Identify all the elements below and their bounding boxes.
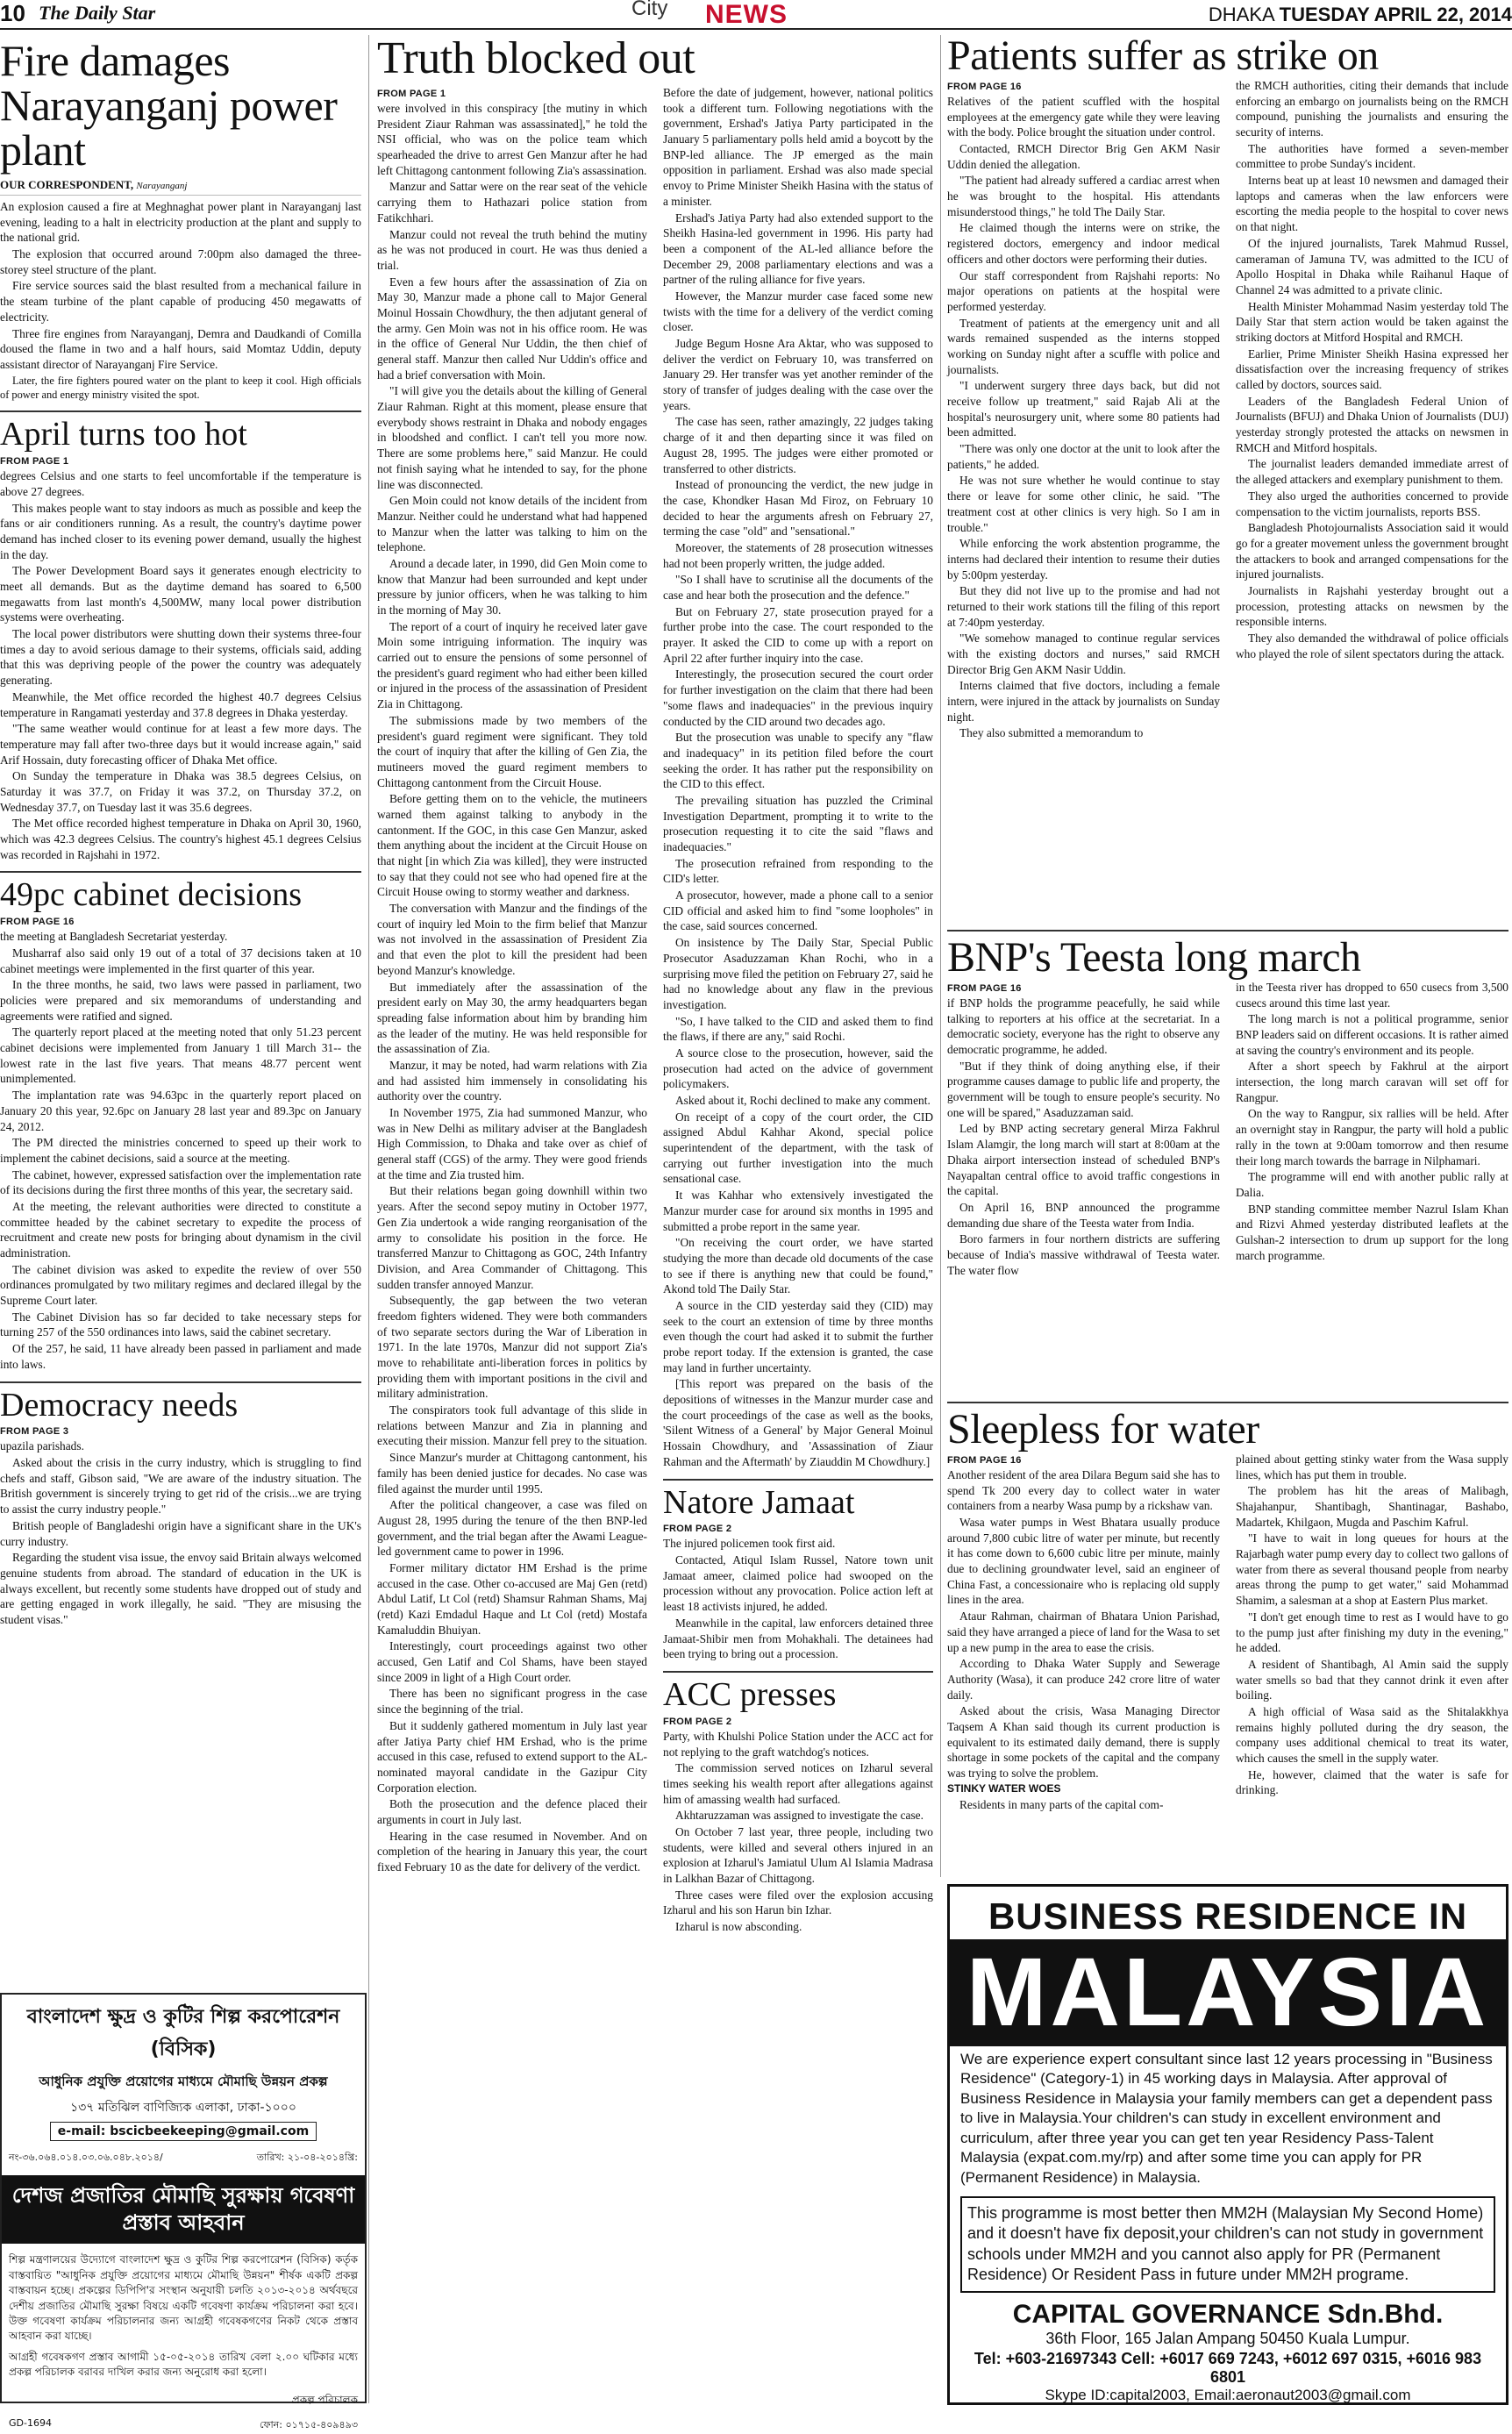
article-headline: Natore Jamaat [663,1483,855,1521]
paragraph: Manzur, it may be noted, had warm relations with Zia and had assisted him immensely in consolidating his authority over the country. [377,1058,647,1103]
paragraph: Asked about the crisis, Wasa Managing Director Taqsem A Khan said though its current production is equivalent to its estimated daily demand, there is supply shortage in some pockets of the capital and the company was trying to solve the problem. [947,1704,1220,1781]
paragraph: This makes people want to stay indoors as much as possible and keep the fans or air conditioners running. As a result, the country's daytime power demand has inched closer to its evening power demand, usually the highest in the day. [0,501,361,561]
paragraph: While enforcing the work abstention programme, the interns had declared their intention to resume their duties by 5:00pm yesterday. [947,537,1220,582]
paragraph: Of the injured journalists, Tarek Mahmud Russel, cameraman of Jamuna TV, was admitted to the ICU of Apollo Hospital in Dhaka while Raihanul Haque of Channel 24 was admitted to a private clinic. [1236,236,1508,296]
paragraph: A resident of Shantibagh, Al Amin said the supply water smells so bad that they cannot drink it even after boiling. [1236,1657,1508,1702]
paragraph: "On receiving the court order, we have started studying the more than decade old documents of the case to see if there is anything new that could be found," Akond told The Daily Star. [663,1236,933,1296]
article-fire [0,36,361,402]
paragraph: Fire service sources said the blast resulted from a mechanical failure in the steam turbine of the plant capable of producing 450 megawatts of electricity. [0,279,361,324]
masthead [0,0,1512,30]
paragraph: The conversation with Manzur and the findings of the court of inquiry led Moin to the firm belief that Manzur was not involved in the assassination of President Zia and that even the plot to kill the president had been beyond Manzur's knowledge. [377,902,647,977]
truth-column-2 [663,85,933,1936]
paragraph: in the Teesta river has dropped to 650 cusecs from 3,500 cusecs around this time last year. [1236,980,1508,1010]
from-page-label: FROM PAGE 16 [947,982,1022,994]
paragraph: Hearing in the case resumed in November. And on completion of the hearing in January this year, the court fixed February 10 as the date for delivery of the verdict. [377,1829,647,1874]
paragraph: The local power distributors were shutting down their systems three-four times a day to avoid serious damage to their systems, officials said, adding that this was depriving people of the power the country was adequately generating. [0,627,361,688]
sleepless-column-1 [947,1452,1220,1813]
paragraph: Another resident of the area Dilara Begum said she has to spend Tk 200 every day to collect water in water containers from a nearby Wasa pump by a rickshaw van. [947,1467,1220,1513]
news-label: NEWS [705,0,788,29]
paragraph: The prevailing situation has puzzled the Criminal Investigation Department, prompting it to write to the prosecution requesting it to cite the said "flaws and inadequacies." [663,793,933,854]
paragraph: Contacted, Atiqul Islam Russel, Natore town unit Jamaat ameer, claimed police had swooped on the procession without any provocation. Police action left at least 18 activists injured, he added. [663,1553,933,1614]
ad-title-line2: MALAYSIA [950,1939,1506,2046]
paragraph: Manzur and Sattar were on the rear seat of the vehicle carrying them to Hathazari police station from Fatikchhari. [377,180,647,225]
paragraph: "The same weather would continue for at least a few more days. The temperature may fall after two-three days but it would increase again," said Arif Hossain, duty forecasting officer of Dhaka Met office. [0,722,361,767]
page-number: 10 [0,0,25,26]
paragraph: Boro farmers in four northern districts are suffering because of India's massive withdrawal of Teesta water. The water flow [947,1232,1220,1277]
paragraph: Led by BNP acting secretary general Mirza Fakhrul Islam Alamgir, the long march will start at 8:00am at the Dhaka airport intersection instead of scheduled BNP's Nayapaltan central office to avoid traffic congestions in the capital. [947,1122,1220,1198]
paragraph: Interns beat up at least 10 newsmen and damaged their laptops and cameras when the law enforcers were escorting the media people to the hospital to cover news on that night. [1236,174,1508,234]
bscic-ad [0,1993,367,2430]
ad-footer [9,2417,358,2434]
paragraph: "We somehow managed to continue regular services with the existing doctors and nurses," said RMCH Director Brig Gen AKM Nasir Uddin. [947,632,1220,676]
paragraph: Health Minister Mohammad Nasim yesterday told The Daily Star that stern action would be taken against the striking doctors at Mitford Hospital and RMCH. [1236,299,1508,344]
ad-address: 36th Floor, 165 Jalan Ampang 50450 Kuala Lumpur. [1045,2329,1410,2347]
ad-email: e-mail: bscicbeekeeping@gmail.com [50,2122,317,2141]
ad-org: বাংলাদেশ ক্ষুদ্র ও কুটির শিল্প করপোরেশন (বিসিক) [26,2006,340,2060]
paragraph: Journalists in Rajshahi yesterday brought out a procession, protesting attacks on newsmen by the responsible interns. [1236,583,1508,629]
paragraph: The explosion that occurred around 7:00pm also damaged the three-storey steel structure of the plant. [0,247,361,276]
sleepless-column-2 [1236,1452,1508,1813]
paragraph: [This report was prepared on the basis of the depositions of witnesses in the Manzur murder case and the court proceedings of the case as well as the books, 'Silent Witness of a General' by Major General Moinul Hossain Chowdhury, and 'Assassination of Ziaur Rahman and the Aftermath' by Ziauddin M Chowdhury.] [663,1377,933,1468]
paragraph: The commission served notices on Izharul several times seeking his wealth report after allegations against him of amassing wealth had surfaced. [663,1761,933,1806]
paragraph: Later, the fire fighters poured water on the plant to keep it cool. High officials of power and energy ministry visited the spot. [0,374,361,401]
date-text: TUESDAY APRIL 22, 2014 [1279,4,1512,25]
bnp-column-2 [1236,980,1508,1279]
byline-place: Narayanganj [136,181,188,191]
ad-project: আধুনিক প্রযুক্তি প্রয়োগের মাধ্যমে মৌমাছি উন্নয়ন প্রকল্প [39,2074,328,2089]
article-headline: Patients suffer as strike on [947,32,1379,79]
paragraph: The submissions made by two members of the president's guard regiment were significant. They told the court of inquiry that after the killing of Gen Zia, the mutineers moved the guard regiment members to Chittagong cantonment from the Circuit House. [377,713,647,789]
ad-body-1: We are experience expert consultant since last 12 years processing in "Business Residence" (Category-1) in 45 working days in Malaysia. After approval of Business Residence in Malaysia your family members can get a dependent pass to live in Malaysia.Your children's can study in excellent environment and curriculum, after three year you can get ten year Residency Pass-Talent Malaysia (expat.com.my/rp) and after some time you can apply for PR (Permanent Residence) in Malaysia. [960,2051,1493,2186]
ad-headline: দেশজ প্রজাতির মৌমাছি সুরক্ষায় গবেষণা প্রস্তাব আহবান [2,2175,365,2244]
paragraph: According to Dhaka Water Supply and Sewerage Authority (Wasa), it can produce 242 crore litre of water daily. [947,1657,1220,1702]
ad-signature: প্রকল্প পরিচালক [291,2393,358,2406]
paragraph: Wasa water pumps in West Bhatara usually produce around 7,800 cubic litre of water per minute, but recently it has come down to 6,600 cubic litre per minute, mainly due to declining groundwater level, said an engineer of China Fast, a concessionaire who is replacing old supply lines in the area. [947,1516,1220,1607]
article-headline: Sleepless for water [947,1406,1259,1453]
article-headline: Democracy needs [0,1386,239,1424]
paragraph: But on February 27, state prosecution prayed for a further probe into the case. The court responded to the prayer. It asked the CID to come up with a report on April 22 after further inquiry into the case. [663,604,933,665]
paragraph: The long march is not a political programme, senior BNP leaders said on different occasions. It is rather aimed at saving the country's environment and its people. [1236,1012,1508,1057]
ad-title-line1: BUSINESS RESIDENCE IN [988,1895,1468,1937]
paragraph: "I will give you the details about the killing of General Ziaur Rahman. Right at this moment, please ensure that everybody shows restraint in Dhaka and nobody engages in bloodshed and conflict. I can't tell you more now. There are some problems here," said Manzur. He could not finish saying what he intended to say, for the phone line was disconnected. [377,384,647,491]
patients-column-1 [947,78,1220,742]
ad-phone: ফোন: ০১৭১৫-৪০৯৪৯৩ [259,2418,358,2430]
paragraph: But the prosecution was unable to specify any "flaw and inadequacy" in its petition filed before the court seeking the order. It has rather put the responsibility on the CID to this effect. [663,731,933,791]
paragraph: On the way to Rangpur, six rallies will be held. After an overnight stay in Rangpur, the party will hold a public rally in the town at 9:00am tomorrow and then resume their long march towards the barrage in Nilphamari. [1236,1107,1508,1167]
paragraph: Residents in many parts of the capital com- [959,1797,1164,1811]
paragraph: "So I shall have to scrutinise all the documents of the case and hear both the prosecution and the defence." [663,573,933,603]
paragraph: "I don't get enough time to rest as I would have to go to the pump just after finishing my duty in the evening," he added. [1236,1610,1508,1655]
paragraph: Subsequently, the gap between the two veteran freedom fighters widened. They were both commanders of two separate sectors during the War of Liberation in 1971. In the late 1970s, Manzur did not support Zia's move to rehabilitate anti-liberation forces in politics by providing them with important positions in the civil and military administration. [377,1294,647,1401]
paragraph: "But if they think of doing anything else, if their programme causes damage to public life and property, the government will be tough to ensure people's security. No one will be spared," Asaduzzaman said. [947,1059,1220,1119]
article-patients [947,32,1508,921]
paragraph: The Cabinet Division has so far decided to take necessary steps for turning 257 of the 550 ordinances into laws, said the cabinet secretary. [0,1310,361,1339]
paragraph: Three cases were filed over the explosion accusing Izharul and his son Harun bin Izhar. [663,1888,933,1917]
paragraph: BNP standing committee member Nazrul Islam Khan and Rizvi Ahmed yesterday distributed leaflets at the Gulshan-2 intersection to drum up support for the long march programme. [1236,1202,1508,1262]
paragraph: "There was only one doctor at the unit to look after the patients," he added. [947,442,1220,471]
article-acc [663,1675,933,1935]
paragraph: Asked about the crisis in the curry industry, which is struggling to find chefs and staff, Gibson said, "We are aware of the industry situation. The British government is sincerely trying to get rid of the crisis...we are trying to assist the curry industry people." [0,1456,361,1517]
paragraph: Akhtaruzzaman was assigned to investigate the case. [675,1809,924,1823]
paragraph: The conspirators took full advantage of this slide in relations between Manzur and Zia in planning and executing their mission. Manzur fell prey to the situation. [377,1403,647,1448]
paragraph: Three fire engines from Narayanganj, Demra and Daudkandi of Comilla doused the flame in two and a half hours, said Momtaz Uddin, deputy assistant director of Narayanganj Fire Service. [0,326,361,371]
paragraph: The PM directed the ministries concerned to speed up their work to implement the cabinet decisions, said a source at the meeting. [0,1136,361,1165]
paragraph: On receipt of a copy of the court order, the CID assigned Abdul Kahhar Akond, special police superintendent of the department, with the task of carrying out further investigation into the much sensational case. [663,1110,933,1186]
article-headline: BNP's Teesta long march [947,934,1361,981]
article-headline: 49pc cabinet decisions [0,876,303,914]
ad-company: CAPITAL GOVERNANCE Sdn.Bhd. [1012,2299,1444,2329]
paragraph: In the three months, he said, two laws were passed in parliament, two policies were prepared and six memorandums of understanding and agreements were ratified and signed. [0,978,361,1023]
paragraph: The problem has hit the areas of Malibagh, Shajahanpur, Shantibagh, Shantinagar, Bashabo, Madartek, Khilgaon, Mugda and Paschim Kafrul. [1236,1484,1508,1529]
article-democracy [0,1388,361,1628]
paragraph: The prosecution refrained from responding to the CID's letter. [663,856,933,886]
paragraph: Meanwhile in the capital, law enforcers detained three Jamaat-Shibir men from Mohakhali. The detainees had been trying to bring out a procession. [663,1616,933,1661]
paragraph: A source close to the prosecution, however, said the prosecution had acted on the advice of government policymakers. [663,1046,933,1091]
paragraph: Even a few hours after the assassination of Zia on May 30, Manzur made a phone call to Major General Moinul Hossain Chowdhury, the then adjutant general of the army. Gen Moin was not in his office room. He was in the office of General Nur Uddin, the then chief of general staff. Manzur then called Nur Uddin's office and had a brief conversation with Moin. [377,275,647,382]
paragraph: The journalist leaders demanded immediate arrest of the alleged attackers and exemplary punishment to them. [1236,457,1508,487]
article-headline: ACC presses [663,1675,837,1713]
from-page-label: FROM PAGE 2 [663,1524,732,1535]
paragraph: Before getting them on to the vehicle, the mutineers warned them against talking to anybody in the cantonment. If the GOC, in this case Gen Manzur, asked them anything about the incident at the Circuit House on that night [in which Zia was killed], they were instructed to say that they could not see who had opened fire at the Circuit House owing to stormy weather and darkness. [377,792,647,899]
paragraph: The injured policemen took first aid. [663,1537,836,1551]
paragraph: Before the date of judgement, however, national politics took a different turn. Following negotiations with the government, Ershad's Jatiya Party participated in the January 5 parliamentary polls held amid a boycott by the BNP-led alliance. The JP emerged as the main opposition in parliament. Ershad was also made special envoy to Prime Minister Sheikh Hasina with the status of a minister. [663,86,933,208]
paragraph: Around a decade later, in 1990, did Gen Moin come to know that Manzur had been surrounded and kept under pressure by junior officers, when he was talking to him in the morning of May 30. [377,556,647,617]
paragraph: They also demanded the withdrawal of police officials who played the role of silent spectators during the attack. [1236,632,1508,660]
paragraph: Bangladesh Photojournalists Association said it would go for a greater movement unless the government brought the attackers to book and arranged compensations for the injured journalists. [1236,521,1508,582]
paragraph: The Power Development Board says it generates enough electricity to meet all demands. But as the daytime demand has soared to 6,500 megawatts from last month's 4,500MW, many local power distribution systems were overheating. [0,564,361,625]
patients-column-2 [1236,78,1508,742]
paragraph: On Sunday the temperature in Dhaka was 38.5 degrees Celsius, on Saturday it was 37.7, on Friday it was 37.2, on Thursday 37.2, on Wednesday 37.7, on Tuesday last it was 35.6 degrees. [0,769,361,814]
from-page-label: FROM PAGE 16 [947,81,1022,92]
paragraph: Manzur could not reveal the truth behind the mutiny as he was not produced in court. He was thus denied a trial. [377,227,647,272]
paragraph: Of the 257, he said, 11 have already been passed in parliament and made into laws. [0,1342,361,1371]
paragraph: "I have to wait in long queues for hours at the Rajarbagh water pump every day to collect two gallons of water from there as several thousand people from nearby areas throng the pump to get water," said Mohammad Shamim, a salesman at a shop at Eastern Plus market. [1236,1531,1508,1608]
paragraph: After the political changeover, a case was filed on August 28, 1995 during the tenure of the then BNP-led government, and the trial began after the Awami League-led government came to power in 1996. [377,1498,647,1559]
article-bnp [947,934,1508,1393]
paragraph: The cabinet division was asked to expedite the review of over 550 ordinances promulgated by two military regimes and declared illegal by the Supreme Court later. [0,1262,361,1308]
ad-address: ১৩৭ মতিঝিল বাণিজ্যিক এলাকা, ঢাকা-১০০০ [70,2101,296,2115]
article-cabinet [0,878,361,1372]
paragraph: were involved in this conspiracy [the mutiny in which President Ziaur Rahman was assassinated]," he told the NSI official, who was on the police team which spearheaded the drive to arrest Gen Manzur after he had left Chittagong cantonment following Zia's assassination. [377,102,647,177]
paragraph: On insistence by The Daily Star, Special Public Prosecutor Asaduzzaman Khan Rochi, who in a surprising move filed the petition on February 27, said he had no knowledge about any flaw in the previous investigation. [663,936,933,1011]
paragraph: Ershad's Jatiya Party had also extended support to the Sheikh Hasina-led government in 1996. His party had been a component of the AL-led alliance before the December 29, 2008 parliamentary elections and was a partner of the ruling alliance for five years. [663,211,933,287]
paragraph: There has been no significant progress in the case since the beginning of the trial. [377,1687,647,1717]
ad-date: তারিখ: ২১-০৪-২০১৪খ্রি: [256,2152,358,2163]
from-page-label: FROM PAGE 3 [0,1426,69,1438]
paragraph: upazila parishads. [0,1439,84,1453]
ad-code: GD-1694 [9,2416,52,2429]
paragraph: An explosion caused a fire at Meghnaghat power plant in Narayanganj last evening, leading to a halt in electricity production at the plant and supply to the national grid. [0,200,361,245]
paragraph: The cabinet, however, expressed satisfaction over the implementation rate of its decisions during the first three months of this year, the secretary said. [0,1167,361,1197]
paragraph: Judge Begum Hosne Ara Aktar, who was supposed to deliver the verdict on February 10, was transferred on January 29. Her transfer was yet another reminder of the story of transfer of judges dealing with the case over the years. [663,337,933,412]
from-page-label: FROM PAGE 16 [947,1454,1022,1466]
paragraph: Gen Moin could not know details of the incident from Manzur. Neither could he understand what had happened to Manzur when the latter was talking to him on the telephone. [377,494,647,554]
paragraph: He, however, claimed that the water is safe for drinking. [1236,1767,1508,1797]
ad-phone: Tel: +603-21697343 Cell: +6017 669 7243, +6012 697 0315, +6016 983 6801 [974,2349,1482,2386]
ad-contact: Skype ID:capital2003, Email:aeronaut2003@gmail.com [1045,2386,1411,2403]
paragraph: On April 16, BNP announced the programme demanding due share of the Teesta water from India. [947,1200,1220,1230]
article-headline: Truth blocked out [377,33,695,83]
paragraph: Leaders of the Bangladesh Federal Union of Journalists (BFUJ) and Dhaka Union of Journalists (DUJ) yesterday strongly protested the attacks on newsmen in RMCH and Mitford hospitals. [1236,394,1508,454]
divider [0,410,361,412]
paragraph: A source in the CID yesterday said they (CID) may seek to the court an extension of time by three months even though the court had asked it to submit the further probe report today. If the extension is granted, the case may land in further uncertainty. [663,1298,933,1374]
paragraph: Regarding the student visa issue, the envoy said Britain always welcomed genuine students from abroad. The standard of education in the UK is always excellent, but recently some students have dropped out of study and are getting engaged in work illegally, he said. "They are misusing the student visas." [0,1551,361,1626]
paragraph: Meanwhile, the Met office recorded the highest 40.7 degrees Celsius temperature in Rangamati yesterday and 37.8 degrees in Dhaka yesterday. [0,689,361,719]
paragraph: In November 1975, Zia had summoned Manzur, who was in New Delhi as military adviser at the Bangladesh High Commission, to Dhaka and take over as chief of general staff (CGS) of the army. They were good friends at the time and Zia trusted him. [377,1106,647,1181]
paragraph: The implantation rate was 94.63pc in the quarterly report placed on January 20 this year, 92.6pc on January 28 last year and 89.3pc on January 24, 2012. [0,1089,361,1133]
left-column [0,36,361,1986]
paragraph: Interestingly, court proceedings against two other accused, Gen Latif and Col Shams, have been stayed since 2009 in light of a High Court order. [377,1639,647,1684]
from-page-label: FROM PAGE 16 [0,917,75,928]
paragraph: Asked about it, Rochi declined to make any comment. [675,1094,931,1108]
paragraph: plained about getting stinky water from the Wasa supply lines, which has put them in trouble. [1236,1452,1508,1481]
paragraph: The authorities have formed a seven-member committee to probe Sunday's incident. [1236,141,1508,171]
paragraph: He claimed though the interns were on strike, the registered doctors, emergency and indoor medical officers and other doctors were performing their duties. [947,221,1220,266]
paragraph: He was not sure whether he would continue to stay there or leave for some other clinic, he said. "The treatment cost at other clinics is very high. So I am in trouble." [947,474,1220,534]
article-natore [663,1483,933,1662]
bnp-column-1 [947,980,1220,1279]
paragraph: Izharul is now absconding. [675,1920,802,1934]
paragraph: Our staff correspondent from Rajshahi reports: No major operations on patients at the hospital were performed yesterday. [947,268,1220,313]
paragraph: They also submitted a memorandum to [959,726,1144,740]
paragraph: British people of Bangladeshi origin have a significant share in the UK's curry industry. [0,1518,361,1548]
ad-body-2: This programme is most better then MM2H (Malaysian My Second Home) and it doesn't have fix deposit,your children's can not study in government schools under MM2H and you cannot also apply for PR (Permanent Residence) Or Resident Pass in future under MM2H programe. [960,2196,1495,2293]
divider [663,1671,933,1673]
article-truth [377,35,933,2403]
newspaper-name: The Daily Star [39,2,156,24]
paragraph: Moreover, the statements of 28 prosecution witnesses had not been properly written, the judge added. [663,540,933,570]
paragraph: degrees Celsius and one starts to feel uncomfortable if the temperature is above 27 degrees. [0,469,361,498]
paragraph: But their relations began going downhill within two years. After the second sepoy mutiny in October 1977, Gen Zia undertook a wide ranging reorganisation of the army to consolidate his position in the force. He transferred Manzur to Chittagong as GOC, 24th Infantry Division, and Area Commander of Chittagong. This sudden transfer annoyed Manzur. [377,1184,647,1291]
divider [0,871,361,873]
section-label: City [631,0,668,20]
article-headline: Fire damages Narayanganj power plant [0,36,338,175]
subhead: STINKY WATER WOES [947,1781,1061,1795]
dateline [1209,4,1512,26]
paragraph: if BNP holds the programme peacefully, he said while talking to reporters at his office at the secretariat. In a democratic society, everyone has the right to observe any democratic programme, he added. [947,996,1220,1057]
paragraph: Earlier, Prime Minister Sheikh Hasina expressed her dissatisfaction over the increasing frequency of strikes called by doctors, sources said. [1236,346,1508,392]
paragraph: On October 7 last year, three people, including two students, were killed and several others injured in an explosion at Izharul's Jamiatul Ulum Al Islamia Madrasa in Lalkhan Bazar of Chittagong. [663,1824,933,1885]
paragraph: the meeting at Bangladesh Secretariat yesterday. [0,930,228,944]
article-april [0,418,361,862]
date-city: DHAKA [1208,4,1274,25]
truth-column-1 [377,85,647,1936]
paragraph: Interns claimed that five doctors, including a female intern, were injured in the attack by journalists on Sunday night. [947,679,1220,724]
column-rule [940,35,941,1877]
paragraph: The programme will end with another public rally at Dalia. [1236,1170,1508,1199]
paragraph: "The patient had already suffered a cardiac arrest when he was brought to the hospital. His attendants misunderstood things," he told The Daily Star. [947,174,1220,218]
ad-ref-row [9,2150,358,2166]
paragraph: the RMCH authorities, citing their demands that include enforcing an embargo on journalists being on the RMCH compound, punishing the journalists and ensuring the security of interns. [1236,78,1508,139]
paragraph: But they did not live up to the promise and had not returned to their work stations till the filing of this report at 7:40pm yesterday. [947,584,1220,629]
paragraph: They also urged the authorities concerned to provide compensation to the victim journalists, reports BSS. [1236,489,1508,518]
paragraph: Since Manzur's murder at Chittagong cantonment, his family has been denied justice for decades. No case was filed against the murder until 1995. [377,1451,647,1495]
paragraph: The case has seen, rather amazingly, 22 judges taking charge of it and then departing since it was filed on August 28, 1995. The judges were either promoted or transferred to other districts. [663,415,933,475]
paragraph: After a short speech by Fakhrul at the airport intersection, the long march caravan will set off for Rangpur. [1236,1060,1508,1104]
ad-body: শিল্প মন্ত্রণালয়ের উদ্যোগে বাংলাদেশ ক্ষুদ্র ও কুটির শিল্প করপোরেশন (বিসিক) কর্তৃক বাস্তবায়িত "আধুনিক প্রযুক্তি প্রয়োগের মাধ্যমে মৌমাছি উন্নয়ন" শীর্ষক একটি প্রকল্প বাস্তবায়ন হচ্ছে। প্রকল্পের ডিপিপি'র সংস্থান অনুযায়ী চলতি ২০১৩-২০১৪ অর্থবছরে দেশীয় প্রজাতির মৌমাছি সুরক্ষা বিষয়ে একটি গবেষণা কার্যক্রম পরিচালনা করা হবে। উক্ত গবেষণা কার্যক্রম পরিচালনার জন্য আগ্রহী গবেষকগণের নিকট থেকে প্রস্তাব আহবান করা যাচ্ছে। [9,2253,358,2343]
paragraph: Treatment of patients at the emergency unit and all wards remained suspended as the interns stopped working on Sunday night after a scuffle with police and journalists. [947,316,1220,376]
paragraph: A prosecutor, however, made a phone call to a senior CID official and asked him to find "some loopholes" in the case, said sources concerned. [663,889,933,933]
from-page-label: FROM PAGE 1 [0,456,69,468]
right-column [947,32,1508,1877]
byline [0,178,361,196]
malaysia-ad [947,1884,1508,2405]
column-rule [368,35,369,2403]
ad-memo: নং-৩৬.০৬৪.০১৪.০৩.০৬.০৪৮.২০১৪/ [9,2152,163,2163]
paragraph: Party, with Khulshi Police Station under the ACC act for not replying to the graft watchdog's notices. [663,1729,933,1759]
paragraph: At the meeting, the relevant authorities were directed to constitute a committee headed by the cabinet secretary to expedite the process of recruitment and create new posts for bringing about dynamism in the civil administration. [0,1199,361,1260]
paragraph: But immediately after the assassination of the president early on May 30, the army headquarters began spreading false information about him by branding him as the leader of the mutiny. He was held responsible for the assassination of Zia. [377,980,647,1056]
paragraph: The quarterly report placed at the meeting noted that only 51.23 percent cabinet decisions were implemented from January 1 till March 31-- the lowest rate in the last five years. That means 48.77 percent went unimplemented. [0,1025,361,1086]
paragraph: But it suddenly gathered momentum in July last year after Jatiya Party chief HM Ershad, who is the prime accused in this case, refused to extend support to the AL-nominated mayoral candidate in the Gazipur City Corporation election. [377,1718,647,1795]
divider [947,930,1508,931]
byline-author: OUR CORRESPONDENT, [0,178,134,191]
ad-deadline: আগ্রহী গবেষকগণ প্রস্তাব আগামী ১৫-০৫-২০১৪ তারিখ বেলা ২.০০ ঘটিকার মধ্যে প্রকল্প পরিচালক বরাবর দাখিল করার জন্য অনুরোধ করা হলো। [9,2350,358,2379]
divider [663,1479,933,1481]
paragraph: Musharraf also said only 19 out of a total of 37 decisions taken at 10 cabinet meetings were implemented in the first quarter of this year. [0,946,361,975]
paragraph: Instead of pronouncing the verdict, the new judge in the case, Khondker Hasan Md Firoz, on February 10 decided to hear the arguments afresh on February 27, terming the case "old" and "sensational." [663,478,933,539]
paragraph: It was Kahhar who extensively investigated the Manzur murder case for around six months in 1995 and submitted a probe report in the same year. [663,1188,933,1233]
paragraph: Interestingly, the prosecution secured the court order for further investigation on the claim that there had been "some flaws and inadequacies" in the previous inquiry conducted by the CID around two decades ago. [663,667,933,728]
from-page-label: FROM PAGE 1 [377,89,446,100]
paragraph: However, the Manzur murder case faced some new twists with the time for a delivery of the verdict coming closer. [663,289,933,334]
paragraph: Both the prosecution and the defence placed their arguments in court in July last. [377,1797,647,1826]
paragraph: "I underwent surgery three days back, but did not receive follow up treatment," said Rajab Ali at the hospital's neurosurgery unit, where some 80 patients had been admitted. [947,379,1220,439]
article-sleepless [947,1406,1508,1847]
paragraph: Contacted, RMCH Director Brig Gen AKM Nasir Uddin denied the allegation. [947,142,1220,171]
divider [0,1381,361,1383]
paragraph: A high official of Wasa said as the Shitalakkhya remains highly polluted during the dry season, the company uses additional chemical to treat its water, which causes the smell in the supply water. [1236,1704,1508,1766]
paragraph: "So, I have talked to the CID and asked them to find the flaws, if there are any," said Rochi. [663,1014,933,1044]
paragraph: Ataur Rahman, chairman of Bhatara Union Parishad, said they have arranged a piece of land for the Wasa to set up a new pump in the area to ease the crisis. [947,1610,1220,1654]
paragraph: Former military dictator HM Ershad is the prime accused in the case. Other co-accused are Maj Gen (retd) Abdul Latif, Lt Col (retd) Shamsur Rahman Shams, Maj (retd) Kazi Emdadul Haque and Lt Col (retd) Mostafa Kamaluddin Bhuiyan. [377,1560,647,1637]
from-page-label: FROM PAGE 2 [663,1716,732,1727]
article-headline: April turns too hot [0,416,247,453]
paragraph: The Met office recorded highest temperature in Dhaka on April 30, 1960, which was 42.3 degrees Celsius. The country's highest 45.1 degrees Celsius was recorded in Rajshahi in 1972. [0,817,361,861]
divider [947,1402,1508,1403]
paragraph: The report of a court of inquiry he received later gave Moin some intriguing information. The inquiry was carried out to ensure the pensions of some personnel of the president's guard regiment who had either been killed or injured in the process of the assassination of President Zia in Chittagong. [377,619,647,711]
paragraph: Relatives of the patient scuffled with the hospital employees at the emergency gate while they were leaving with the body. Police brought the situation under control. [947,94,1220,139]
